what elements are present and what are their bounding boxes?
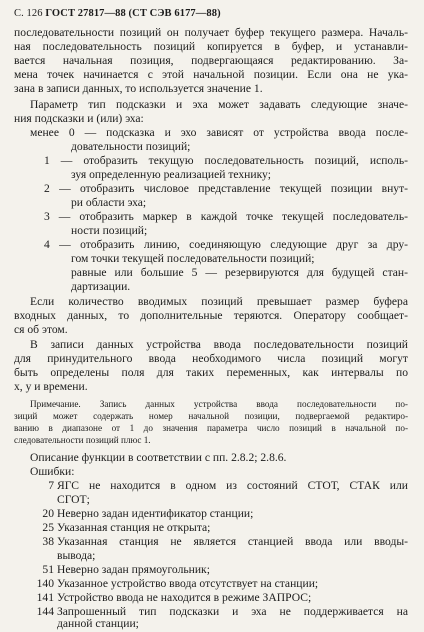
list-item: 2 — отобразить числовое представление текущей позиции внут- [44,182,408,195]
error-text: ЯГС не находится в одном из состояний СТОТ, СТАК или [57,479,408,492]
note-line: зиций может содержать номер начальной позиции, подвергаемой редактиро- [14,411,408,421]
list-item-cont: ри области эха; [71,196,147,209]
error-text: Запрошенный тип подсказки и эха не поддерживается на [57,605,408,618]
body-line: ная последовательность позиций копируется в буфер, и устанавли- [14,40,408,53]
page-header [14,8,221,19]
body-line: ся об этом. [14,323,68,336]
list-item: 3 — отобразить маркер в каждой точке текущей последователь- [44,210,408,223]
error-text: Неверно задан идентификатор станции; [57,507,254,520]
body-line: вается начальная позиция, подвергающаяся редактированию. За- [14,54,408,67]
note-line: Примечание. Запись данных устройства ввода последовательности по- [30,399,408,409]
standard-code: ГОСТ 27817—88 (СТ СЭВ 6177—88) [45,8,221,19]
error-code: 51 [42,563,54,576]
list-item-cont: гом точки текущей последовательности позиций; [71,252,315,265]
list-item: равные или большие 5 — резервируются для будущей стан- [71,266,408,279]
body-line: мена точек начинается с этой начальной позиции. Если она не ука- [14,68,408,81]
errors-title: Ошибки: [30,465,75,478]
error-text: Устройство ввода не находится в режиме ЗАПРОС; [57,591,312,604]
error-code: 144 [36,605,54,618]
list-item-cont: дартизации. [71,280,131,293]
body-line: входных данных, то дополнительные теряются. Оператору сообщает- [14,309,408,322]
body-line: В записи данных устройства ввода последовательности позиций [30,338,408,351]
list-item-cont: ности позиций; [71,224,148,237]
error-text: Указанная станция не открыта; [57,521,211,534]
list-item: 4 — отобразить линию, соединяющую следующие друг за дру- [44,238,408,251]
body-line: быть определены поля для таких переменных, как интервалы по [14,366,408,379]
note-line: ванию в диапазоне от 1 до значения параметра число позиций в начальной по- [14,423,408,433]
error-text: данной станции; [57,617,139,630]
body-line: х, у и времени. [14,380,88,393]
error-text: вывода; [57,549,96,562]
error-text: СГОТ; [57,493,90,506]
list-item-cont: довательности позиций; [71,140,191,153]
error-code: 7 [48,479,54,492]
error-code: 25 [42,521,54,534]
list-item: менее 0 — подсказка и эхо зависят от устройства ввода после- [30,126,408,139]
body-line: Если количество вводимых позиций превышает размер буфера [30,295,408,308]
body-line: ния подсказки и (или) эха: [14,112,144,125]
body-line: последовательности позиций он получает буфер текущего размера. Началь- [14,26,408,39]
body-line: для принудительного ввода необходимого числа позиций могут [14,352,408,365]
error-code: 141 [36,591,54,604]
function-description: Описание функции в соответствии с пп. 2.8.2; 2.8.6. [30,451,287,464]
body-line: зана в записи данных, то используется значение 1. [14,82,263,95]
error-text: Неверно задан прямоугольник; [57,563,210,576]
list-item: 1 — отобразить текущую последовательность позиций, исполь- [44,154,408,167]
note-line: следовательности позиций плюс 1. [14,435,151,445]
error-text: Указанная станция не является станцией ввода или вводы- [57,535,408,548]
error-text: Указанное устройство ввода отсутствует на станции; [57,577,319,590]
list-item-cont: зуя определенную реализацией технику; [71,168,271,181]
body-line: Параметр тип подсказки и эха может задавать следующие значе- [30,98,408,111]
error-code: 20 [42,507,54,520]
page-number: С. 126 [14,8,43,19]
error-code: 38 [42,535,54,548]
error-code: 140 [36,577,54,590]
